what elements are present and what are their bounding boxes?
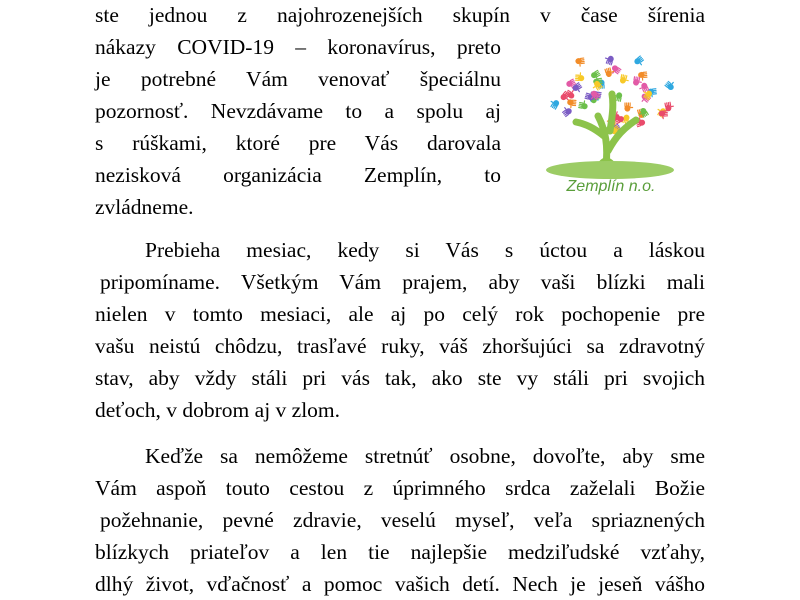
text-line: zvládneme. [95, 195, 194, 219]
leaf-hand-icon [664, 79, 677, 92]
text-line: deťoch, v dobrom aj v zlom. [95, 398, 341, 422]
leaf-hand-icon [578, 99, 589, 109]
paragraph-first-line: Keďže sa nemôžeme stretnúť osobne, dovoľte, aby sme [145, 444, 705, 468]
leaf-hand-icon [571, 82, 584, 94]
paragraph-first-line: Prebieha mesiac, kedy si Vás s úctou a láskou [145, 238, 705, 262]
text-line: nielen v tomto mesiaci, ale aj po celý rok pochopenie pre [95, 302, 705, 326]
leaf-hand-icon [619, 74, 630, 85]
text-line: pozornosť. Nevzdávame to a spolu aj [95, 99, 501, 123]
leaf-hand-icon [659, 110, 669, 119]
leaf-hand-icon [633, 55, 646, 68]
text-line: s rúškami, ktoré pre Vás darovala [95, 131, 501, 155]
text-line: pripomíname. Všetkým Vám prajem, aby vaši blízki mali [100, 270, 705, 294]
text-line: je potrebné Vám venovať špeciálnu [95, 67, 501, 91]
text-line: nákazy COVID-19 – koronavírus, preto [95, 35, 501, 59]
zemplin-logo-icon [536, 36, 686, 201]
leaf-hand-icon [624, 102, 633, 111]
logo-text: Zemplín n.o. [566, 178, 656, 195]
text-line: blízkych priateľov a len tie najlepšie medziľudské vzťahy, [95, 540, 705, 564]
text-line: požehnanie, pevné zdravie, veselú myseľ, veľa spriaznených [100, 508, 705, 532]
leaf-hand-icon [548, 98, 560, 110]
leaf-hand-icon [575, 72, 585, 81]
leaf-hand-icon [567, 99, 577, 109]
text-line: nezisková organizácia Zemplín, to [95, 163, 501, 187]
text-line: vašu neistú chôdzu, trasľavé ruky, váš zhoršujúci sa zdravotný [95, 334, 705, 358]
tree-ground [546, 161, 674, 179]
leaf-hand-icon [575, 57, 585, 67]
text-line: Vám aspoň touto cestou z úprimného srdca zaželali Božie [95, 476, 705, 500]
text-line: dlhý život, vďačnosť a pomoc vašich detí. Nech je jeseň vášho [95, 572, 705, 596]
text-line: stav, aby vždy stáli pri vás tak, ako ste vy stáli pri svojich [95, 366, 705, 390]
text-line: ste jednou z najohrozenejších skupín v čase šírenia [95, 3, 705, 27]
leaf-hand-icon [603, 54, 614, 66]
